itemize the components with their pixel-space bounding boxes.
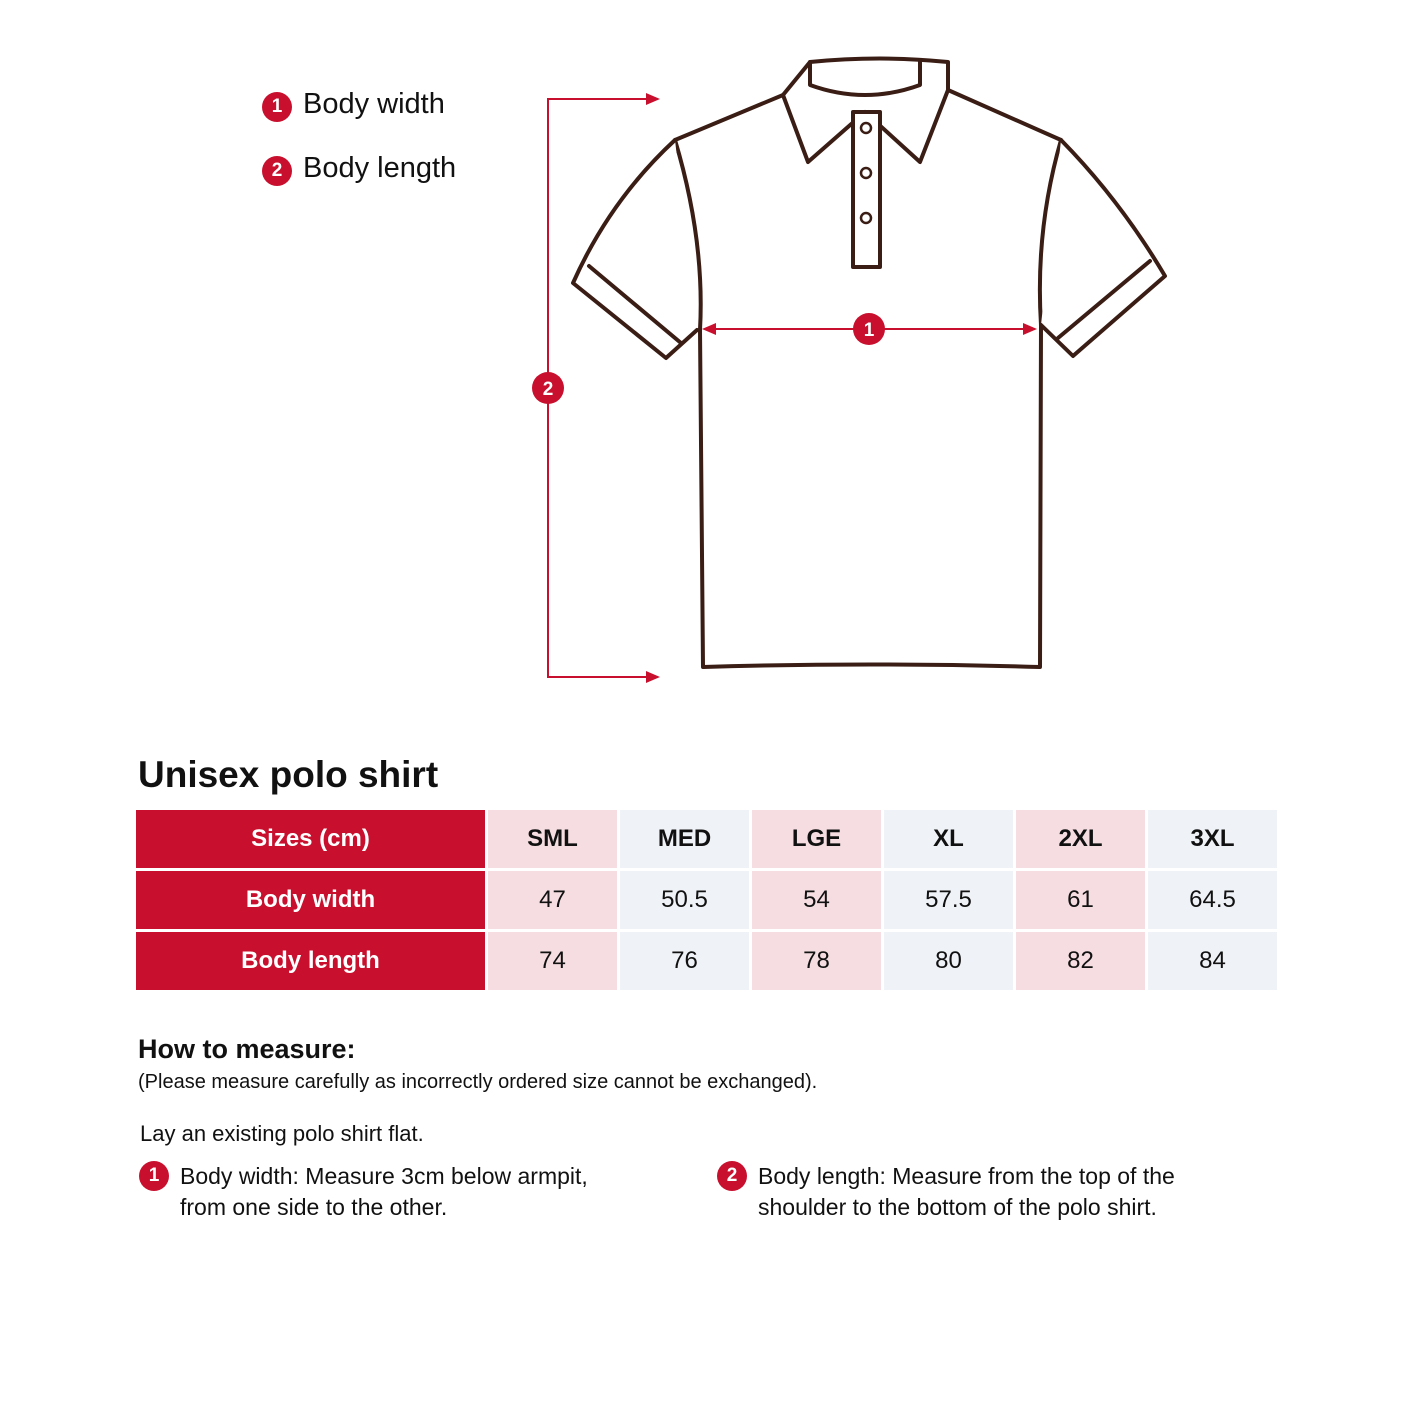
step-1-text — [180, 1161, 588, 1223]
table-header-row — [136, 810, 1277, 868]
how-to-note: (Please measure carefully as incorrectly ordered size cannot be exchanged). — [138, 1071, 818, 1093]
table-cell: 54 — [752, 871, 881, 929]
table-cell: 57.5 — [884, 871, 1013, 929]
polo-shirt-outline — [573, 59, 1165, 668]
step-2-text — [758, 1161, 1175, 1223]
button-3 — [861, 213, 871, 223]
step-badge-2: 2 — [717, 1161, 747, 1191]
size-header: 3XL — [1148, 810, 1277, 868]
row-label: Body length — [136, 932, 485, 990]
button-2 — [861, 168, 871, 178]
table-cell: 78 — [752, 932, 881, 990]
legend-label-body-width: Body width — [303, 88, 445, 120]
step-1-line-1: Body width: Measure 3cm below armpit, — [180, 1163, 588, 1189]
width-marker-number: 1 — [863, 320, 875, 341]
page-title: Unisex polo shirt — [138, 754, 439, 795]
length-marker-number: 2 — [542, 379, 554, 400]
size-header: XL — [884, 810, 1013, 868]
table-cell: 64.5 — [1148, 871, 1277, 929]
step-2-line-2: shoulder to the bottom of the polo shirt. — [758, 1194, 1157, 1220]
legend-badge-1: 1 — [262, 92, 292, 122]
how-to-title: How to measure: — [138, 1034, 356, 1064]
size-header: LGE — [752, 810, 881, 868]
table-cell: 47 — [488, 871, 617, 929]
step-1-line-2: from one side to the other. — [180, 1194, 448, 1220]
table-row — [136, 932, 1277, 990]
table-cell: 61 — [1016, 871, 1145, 929]
size-table — [133, 807, 1280, 993]
header-label: Sizes (cm) — [136, 810, 485, 868]
size-header: SML — [488, 810, 617, 868]
table-cell: 74 — [488, 932, 617, 990]
size-header: MED — [620, 810, 749, 868]
table-cell: 76 — [620, 932, 749, 990]
size-header: 2XL — [1016, 810, 1145, 868]
step-badge-1: 1 — [139, 1161, 169, 1191]
row-label: Body width — [136, 871, 485, 929]
legend-label-body-length: Body length — [303, 152, 457, 184]
table-cell: 82 — [1016, 932, 1145, 990]
table-cell: 80 — [884, 932, 1013, 990]
button-1 — [861, 123, 871, 133]
table-cell: 50.5 — [620, 871, 749, 929]
how-to-intro: Lay an existing polo shirt flat. — [140, 1121, 424, 1146]
step-2-line-1: Body length: Measure from the top of the — [758, 1163, 1175, 1189]
legend-badge-2: 2 — [262, 156, 292, 186]
table-row — [136, 871, 1277, 929]
table-cell: 84 — [1148, 932, 1277, 990]
